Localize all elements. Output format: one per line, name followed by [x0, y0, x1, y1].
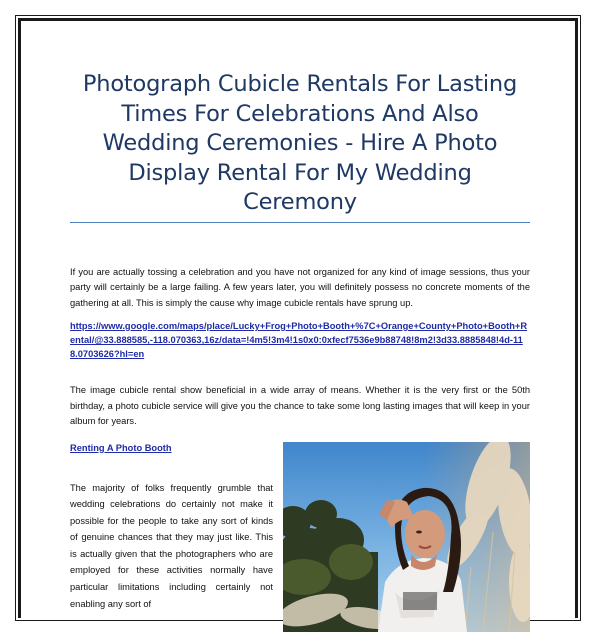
renting-photo-booth-link[interactable]: Renting A Photo Booth — [70, 442, 172, 453]
third-paragraph: The majority of folks frequently grumble that wedding celebrations do certainly not make it possible for the people to take any sort of kinds of genuine chances that they may just like. This is actually given that the photographers who are employed for these activities normally have particular limitations including certainly not enabling any sort of — [70, 482, 273, 609]
title-divider — [70, 222, 530, 223]
left-column — [70, 441, 273, 613]
second-paragraph: The image cubicle rental show beneficial in a wide array of means. Whether it is the very first or the 50th birthday, a photo cubicle service will give you the chance to take some long lasting images that will keep in your album for years. — [70, 385, 530, 426]
map-link[interactable]: https://www.google.com/maps/place/Lucky+Frog+Photo+Booth+%7C+Orange+County+Photo+Booth+Rental/@33.888585,-118.070363,16z/data=!4m5!3m4!1s0x0:0xfecf7536e9b88748!8m2!3d33.8885848!4d-118.0703626?hl=en — [70, 321, 528, 359]
document-content — [70, 70, 530, 612]
document-title: Photograph Cubicle Rentals For Lasting Times For Celebrations And Also Wedding Ceremonies - Hire A Photo Display Rental For My Wedding Ceremony — [82, 71, 518, 215]
intro-paragraph: If you are actually tossing a celebration and you have not organized for any kind of image sessions, thus your party will certainly be a large failing. A few years later, you will definitely possess no concrete moments of the gathering at all. This is simply the cause why image cubicle rentals have sprung up. — [70, 266, 530, 308]
lower-section — [70, 441, 530, 613]
woman-portrait-photo — [283, 442, 530, 632]
